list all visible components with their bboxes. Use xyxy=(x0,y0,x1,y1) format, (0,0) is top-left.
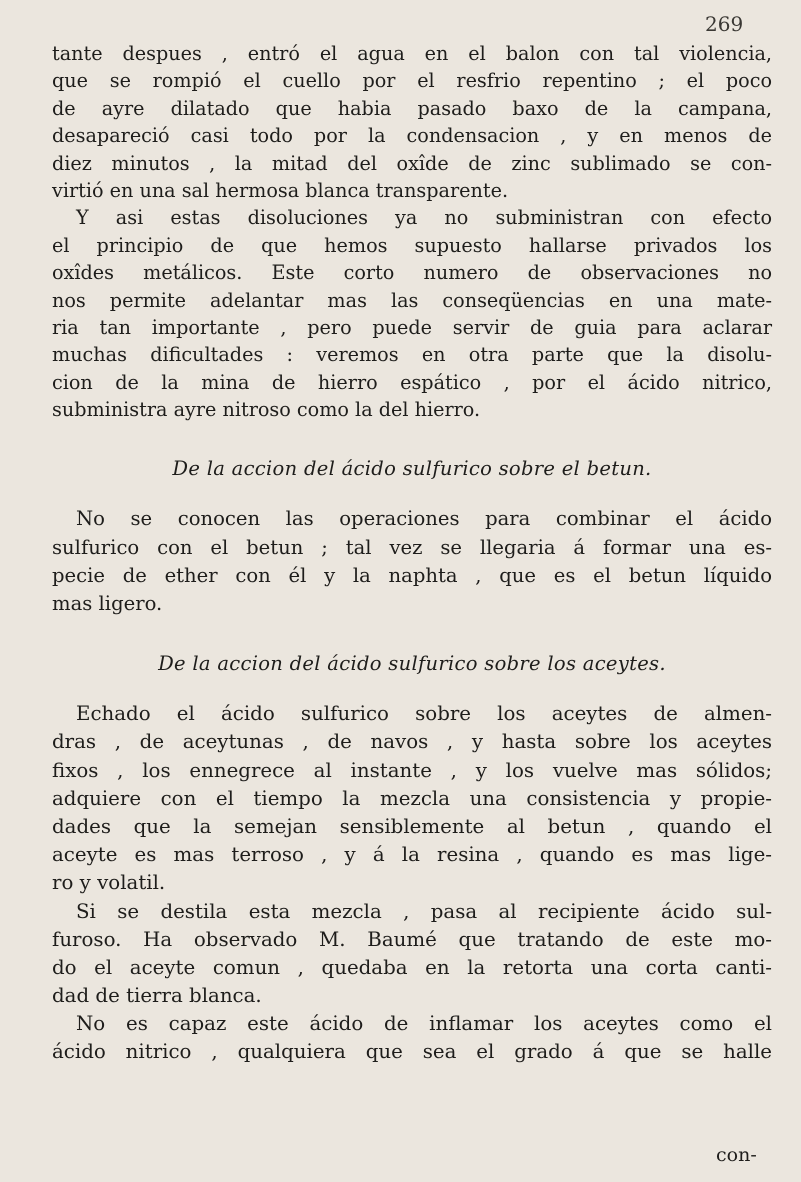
text-line: ria tan importante , pero puede servir de guia para aclarar xyxy=(52,315,772,339)
text-line: virtió en una sal hermosa blanca transparente. xyxy=(52,178,509,202)
text-line: tante despues , entró el agua en el balon con tal violencia, xyxy=(52,42,772,65)
text-line: dad de tierra blanca. xyxy=(52,984,262,1008)
text-line: No se conocen las operaciones para combinar el ácido xyxy=(76,507,772,531)
text-line: subministra ayre nitroso como la del hierro. xyxy=(52,398,481,422)
paragraph-5 xyxy=(52,898,772,1011)
text-line: dras , de aceytunas , de navos , y hasta sobre los aceytes xyxy=(52,730,772,754)
catchword: con- xyxy=(716,1144,757,1166)
page-number: 269 xyxy=(705,12,744,36)
text-line: ácido nitrico , qualquiera que sea el grado á que se halle xyxy=(52,1040,772,1064)
paragraph-4 xyxy=(52,700,772,897)
text-line: diez minutos , la mitad del oxîde de zinc sublimado se con- xyxy=(52,151,772,175)
text-line: aceyte es mas terroso , y á la resina , quando es mas lige- xyxy=(52,843,772,867)
text-line: Y asi estas disoluciones ya no subministran con efecto xyxy=(76,206,772,230)
section-heading: De la accion del ácido sulfurico sobre los aceytes. xyxy=(158,652,666,676)
text-line: oxîdes metálicos. Este corto numero de observaciones no xyxy=(52,261,772,285)
paragraph-2 xyxy=(52,204,772,423)
text-line: nos permite adelantar mas las conseqüencias en una mate- xyxy=(52,288,772,312)
text-line: furoso. Ha observado M. Baumé que tratando de este mo- xyxy=(52,927,772,951)
text-line: mas ligero. xyxy=(52,592,163,616)
spacer xyxy=(52,618,772,650)
text-line: Echado el ácido sulfurico sobre los aceytes de almen- xyxy=(76,702,772,726)
section-heading: De la accion del ácido sulfurico sobre el betun. xyxy=(172,457,652,481)
paragraph-1 xyxy=(52,40,772,204)
text-line: do el aceyte comun , quedaba en la retorta una corta canti- xyxy=(52,955,772,979)
text-line: de ayre dilatado que habia pasado baxo de la campana, xyxy=(52,96,772,120)
text-line: el principio de que hemos supuesto hallarse privados los xyxy=(52,233,772,257)
spacer xyxy=(52,483,772,505)
spacer xyxy=(52,678,772,700)
text-line: que se rompió el cuello por el resfrio repentino ; el poco xyxy=(52,69,772,93)
text-line: cion de la mina de hierro espático , por el ácido nitrico, xyxy=(52,370,772,394)
text-line: dades que la semejan sensiblemente al betun , quando el xyxy=(52,814,772,838)
text-line: muchas dificultades : veremos en otra parte que la disolu- xyxy=(52,343,772,367)
paragraph-6 xyxy=(52,1010,772,1066)
text-line: sulfurico con el betun ; tal vez se llegaria á formar una es- xyxy=(52,535,772,559)
text-line: No es capaz este ácido de inflamar los aceytes como el xyxy=(76,1012,772,1036)
text-line: desapareció casi todo por la condensacion , y en menos de xyxy=(52,124,772,148)
text-line: pecie de ether con él y la naphta , que es el betun líquido xyxy=(52,563,772,587)
paragraph-3 xyxy=(52,505,772,618)
text-line: ro y volatil. xyxy=(52,871,166,895)
page-body xyxy=(52,40,772,1067)
text-line: fixos , los ennegrece al instante , y los vuelve mas sólidos; xyxy=(52,758,772,782)
spacer xyxy=(52,423,772,455)
text-line: Si se destila esta mezcla , pasa al recipiente ácido sul- xyxy=(76,899,772,923)
text-line: adquiere con el tiempo la mezcla una consistencia y propie- xyxy=(52,786,772,810)
